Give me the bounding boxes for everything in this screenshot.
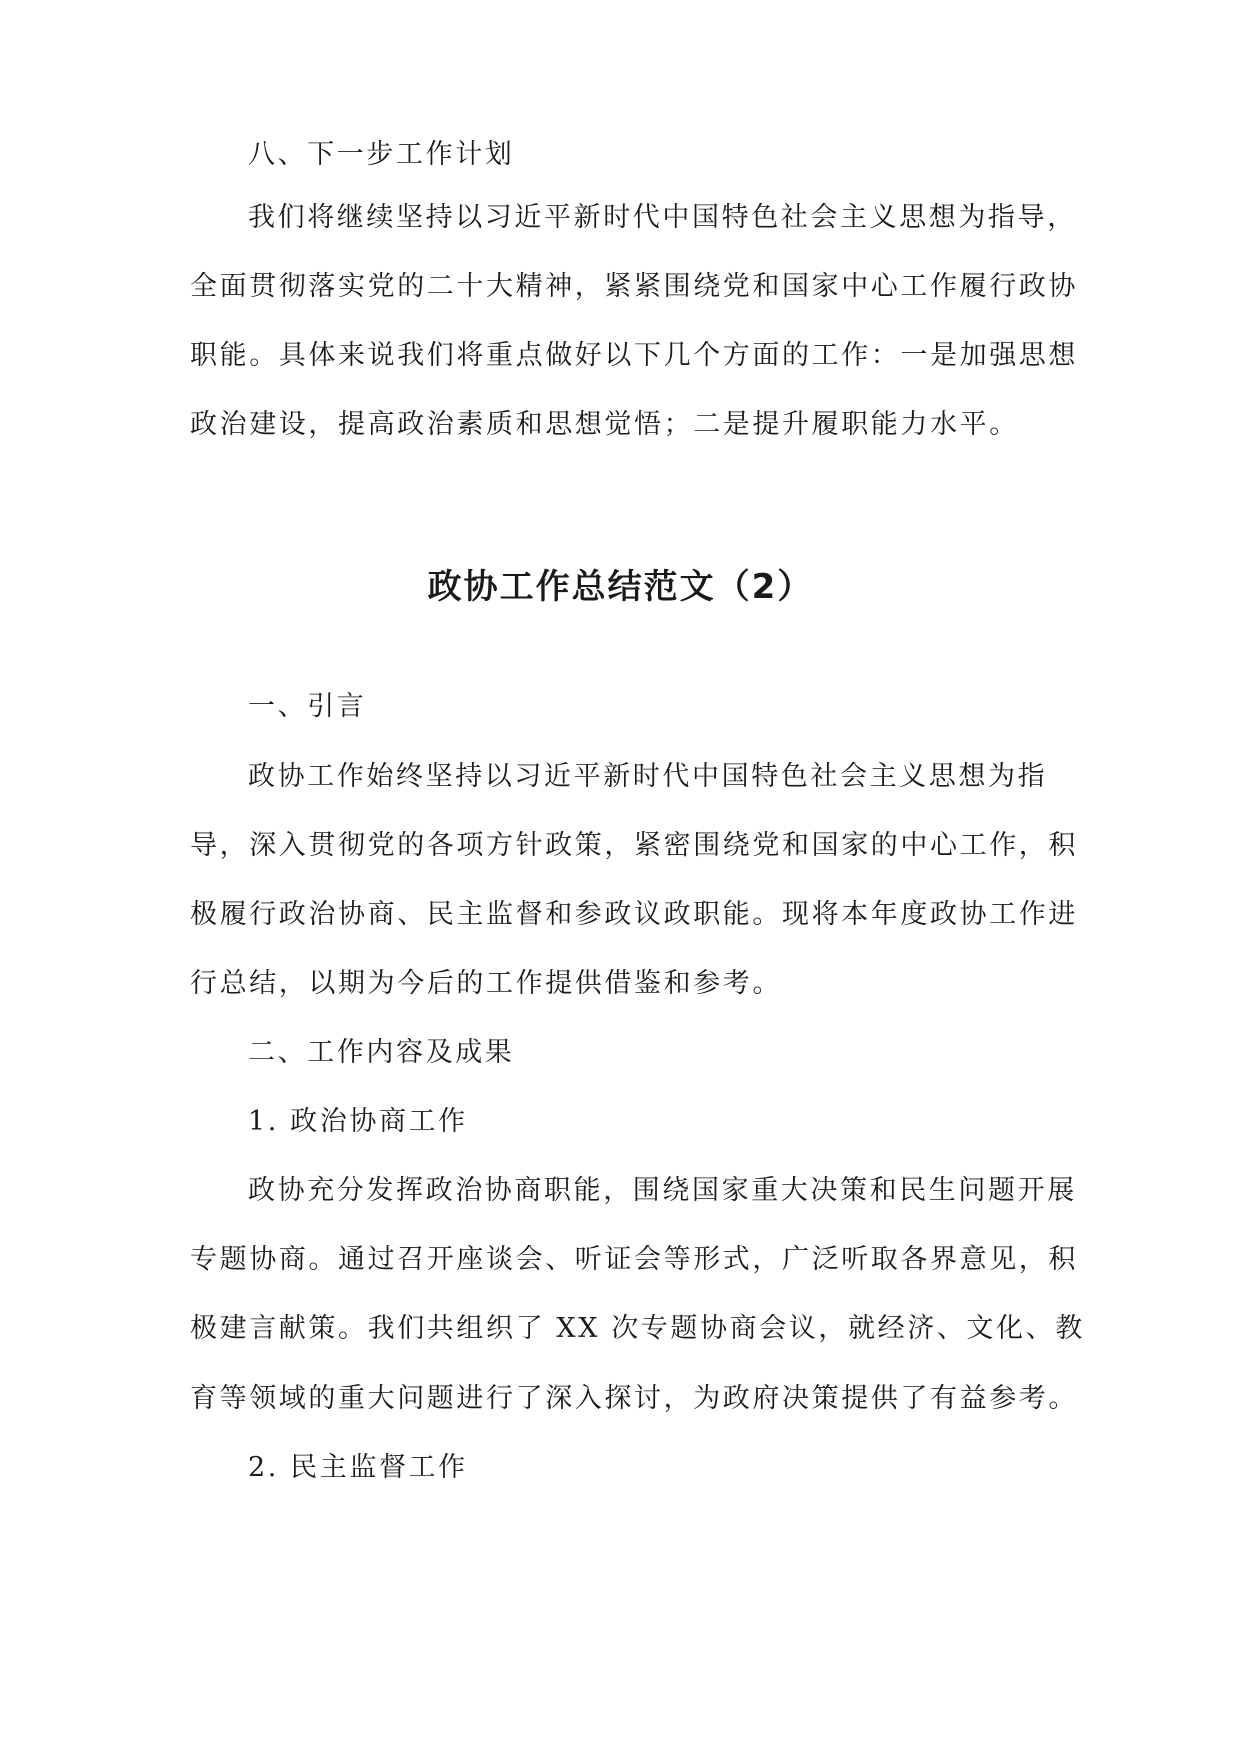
subsection-heading-democratic-supervision: 2. 民主监督工作 (248, 1452, 468, 1483)
paragraph-line: 导，深入贯彻党的各项方针政策，紧密围绕党和国家的中心工作，积 (190, 830, 1078, 861)
paragraph-line: 育等领域的重大问题进行了深入探讨，为政府决策提供了有益参考。 (190, 1383, 1078, 1414)
document-title: 政协工作总结范文（2） (427, 567, 814, 607)
paragraph-line: 政协充分发挥政治协商职能，围绕国家重大决策和民生问题开展 (248, 1175, 1077, 1206)
section-heading-content: 二、工作内容及成果 (248, 1037, 515, 1068)
paragraph-line: 极建言献策。我们共组织了 XX 次专题协商会议，就经济、文化、教 (190, 1313, 1085, 1344)
paragraph-line: 政协工作始终坚持以习近平新时代中国特色社会主义思想为指 (248, 761, 1048, 792)
paragraph-line: 全面贯彻落实党的二十大精神，紧紧围绕党和国家中心工作履行政协 (190, 271, 1078, 302)
paragraph-line: 职能。具体来说我们将重点做好以下几个方面的工作：一是加强思想 (190, 340, 1078, 371)
paragraph-line: 极履行政治协商、民主监督和参政议政职能。现将本年度政协工作进 (190, 899, 1078, 930)
paragraph-line: 政治建设，提高政治素质和思想觉悟；二是提升履职能力水平。 (190, 409, 1019, 440)
section-heading-intro: 一、引言 (248, 691, 367, 722)
paragraph-line: 我们将继续坚持以习近平新时代中国特色社会主义思想为指导， (248, 202, 1077, 233)
paragraph-line: 专题协商。通过召开座谈会、听证会等形式，广泛听取各界意见，积 (190, 1244, 1078, 1275)
paragraph-line: 行总结，以期为今后的工作提供借鉴和参考。 (190, 968, 782, 999)
section-heading-plan: 八、下一步工作计划 (248, 139, 515, 170)
subsection-heading-political-consultation: 1. 政治协商工作 (248, 1106, 468, 1137)
